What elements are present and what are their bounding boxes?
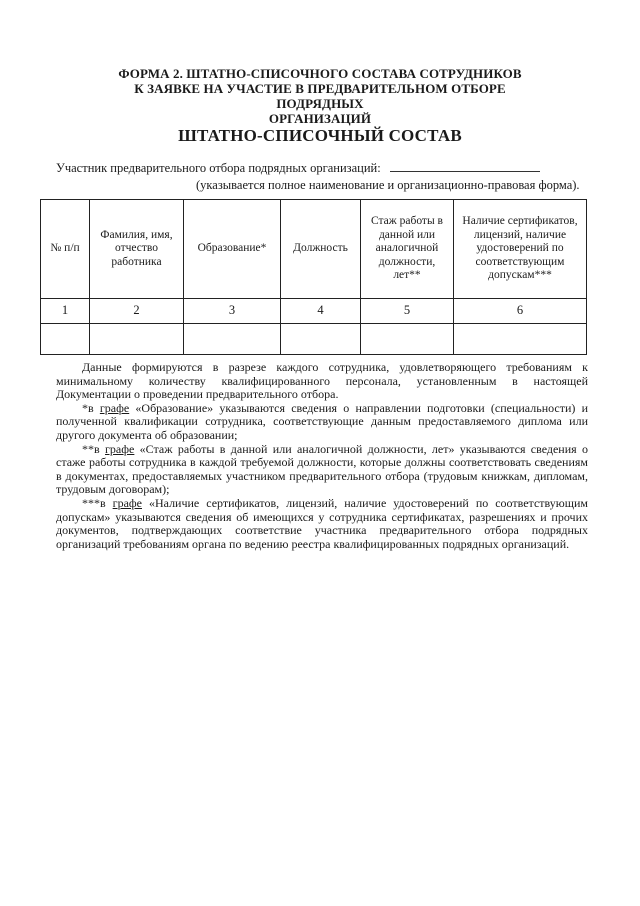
table-cell <box>281 324 361 355</box>
table-row <box>41 324 587 355</box>
col-header-certificates: Наличие сертификатов, лицензий, наличие удостоверений по соответствующим допускам*** <box>454 200 587 299</box>
form-header <box>90 66 550 126</box>
note-paragraph-certificates <box>56 497 588 551</box>
table-cell <box>184 324 281 355</box>
participant-hint: (указывается полное наименование и организационно-правовая форма). <box>196 178 580 192</box>
underlined-word: графе <box>99 400 130 415</box>
note-marker: *в <box>82 400 100 415</box>
col-number: 1 <box>41 299 90 324</box>
header-line-2: К ЗАЯВКЕ НА УЧАСТИЕ В ПРЕДВАРИТЕЛЬНОМ ОТБОРЕ ПОДРЯДНЫХ <box>134 81 506 111</box>
underlined-word: графе <box>112 495 142 510</box>
column-number-row <box>41 299 587 324</box>
table-header-row <box>41 200 587 299</box>
document-title: ШТАТНО-СПИСОЧНЫЙ СОСТАВ <box>178 126 462 145</box>
note-paragraph-intro: Данные формируются в разрезе каждого сотрудника, удовлетворяющего требованиям к минимальному количеству квалифицированного персонала, установленным в настоящей Документации о проведении предварительного отбора. <box>56 360 588 402</box>
col-number: 4 <box>281 299 361 324</box>
note-text: «Наличие сертификатов, лицензий, наличие удостоверений по соответствующим допускам» указываются сведения об имеющихся у сотрудника сертификатах, разрешениях и прочих документов, подтверждающих соответствие участника предварительного отбора подрядных организаций требованиям органа по ведению реестра квалифицированных подрядных организаций. <box>56 495 588 551</box>
footnotes <box>56 361 588 551</box>
col-header-position: Должность <box>281 200 361 299</box>
header-line-3: ОРГАНИЗАЦИЙ <box>268 111 372 126</box>
note-text: «Образование» указываются сведения о направлении подготовки (специальности) и полученной квалификации сотрудника, соответствующие данным предоставляемого диплома или другого документа об образовании; <box>56 400 589 442</box>
table-cell <box>90 324 184 355</box>
note-paragraph-experience <box>56 443 588 497</box>
note-marker: ***в <box>82 495 113 510</box>
table-cell <box>361 324 454 355</box>
col-number: 5 <box>361 299 454 324</box>
participant-blank-field <box>390 171 540 172</box>
note-paragraph-education <box>56 402 588 443</box>
underlined-word: графе <box>105 441 135 456</box>
table-cell <box>454 324 587 355</box>
participant-line <box>56 161 586 176</box>
header-line-1: ФОРМА 2. ШТАТНО-СПИСОЧНОГО СОСТАВА СОТРУДНИКОВ <box>118 66 522 81</box>
col-header-education: Образование* <box>184 200 281 299</box>
table-cell <box>41 324 90 355</box>
col-number: 3 <box>184 299 281 324</box>
participant-label: Участник предварительного отбора подрядных организаций: <box>56 161 381 175</box>
note-marker: **в <box>82 441 105 456</box>
staff-table <box>40 199 587 355</box>
note-text: «Стаж работы в данной или аналогичной должности, лет» указываются сведения о стаже работы сотрудника в каждой требуемой должности, которые должны соответствовать сведениям в документах, предоставляемых участником предварительного отбора (трудовым книжкам, дипломам, трудовым договорам); <box>56 441 588 497</box>
col-header-number: № п/п <box>41 200 90 299</box>
col-header-experience: Стаж работы в данной или аналогичной должности, лет** <box>361 200 454 299</box>
col-number: 2 <box>90 299 184 324</box>
col-number: 6 <box>454 299 587 324</box>
col-header-full-name: Фамилия, имя, отчество работника <box>90 200 184 299</box>
